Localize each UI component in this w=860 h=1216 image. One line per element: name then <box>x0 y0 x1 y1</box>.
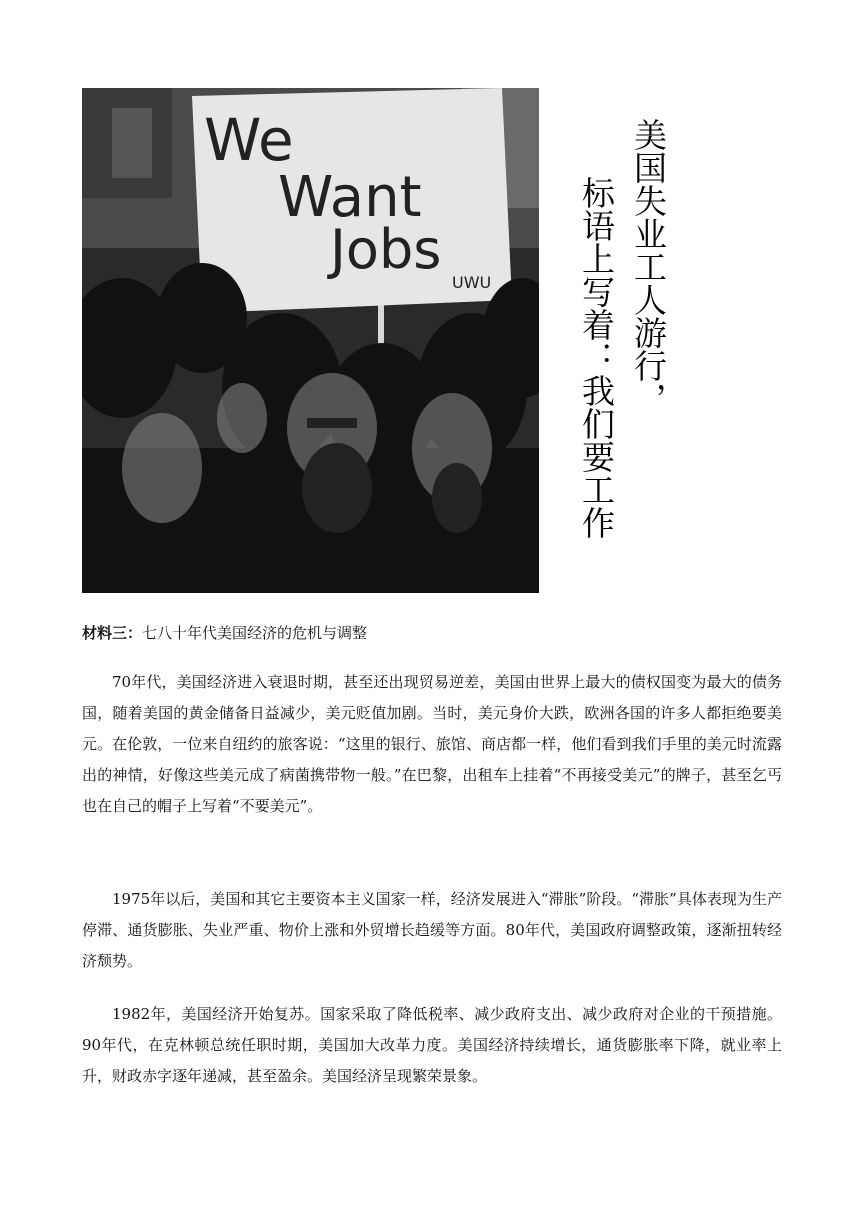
paragraph-1: 70年代，美国经济进入衰退时期，甚至还出现贸易逆差，美国由世界上最大的债权国变为最大的债务国，随着美国的黄金储备日益减少，美元贬值加剧。当时，美元身价大跌，欧洲各国的许多人都拒绝要美元。在伦敦，一位来自纽约的旅客说：“这里的银行、旅馆、商店都一样，他们看到我们手里的美元时流露出的神情，好像这些美元成了病菌携带物一般。”在巴黎，出租车上挂着“不再接受美元”的牌子，甚至乞丐也在自己的帽子上写着“不要美元”。 <box>82 673 782 815</box>
paragraph-2: 1975年以后，美国和其它主要资本主义国家一样，经济发展进入“滞胀”阶段。“滞胀”具体表现为生产停滞、通货膨胀、失业严重、物价上涨和外贸增长趋缓等方面。80年代，美国政府调整政策，逐渐扭转经济颓势。 <box>82 890 782 970</box>
section-title: 七八十年代美国经济的危机与调整 <box>142 624 368 642</box>
sign-text-we: We <box>204 106 294 174</box>
protest-photo <box>82 88 539 593</box>
sign-text-want: Want <box>278 165 422 230</box>
section-heading <box>82 622 367 644</box>
photo-caption-line-2: 标语上写着：我们要工作 <box>577 176 616 539</box>
sign-text-union: UWU <box>452 273 492 292</box>
photo-caption-line-1: 美国失业工人游行， <box>629 118 668 415</box>
protest-photo-illustration <box>82 88 539 593</box>
section-label: 材料三： <box>82 624 143 642</box>
sign-text-jobs: Jobs <box>330 218 442 281</box>
paragraph-3: 1982年，美国经济开始复苏。国家采取了降低税率、减少政府支出、减少政府对企业的干预措施。90年代，在克林顿总统任职时期，美国加大改革力度。美国经济持续增长，通货膨胀率下降，就业率上升，财政赤字逐年递减，甚至盈余。美国经济呈现繁荣景象。 <box>82 1005 782 1085</box>
